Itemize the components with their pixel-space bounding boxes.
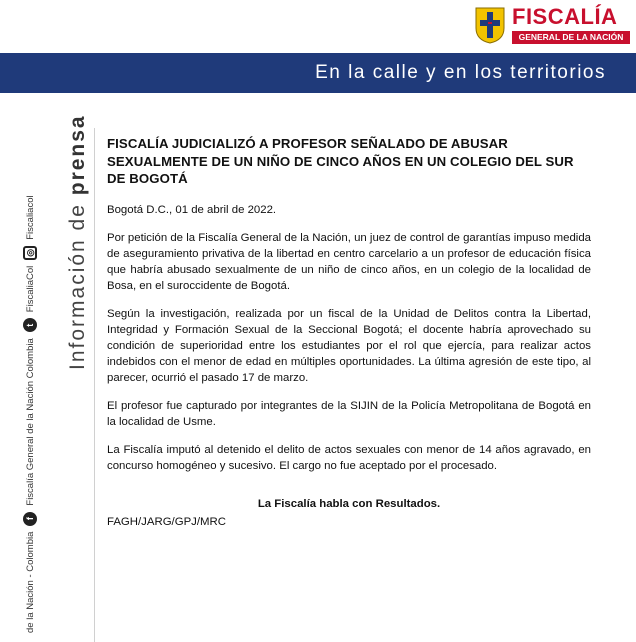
prensa-label-light: Información de — [66, 195, 89, 370]
sidebar-text-facebook: Fiscalía General de la Nación Colombia — [24, 338, 36, 506]
shield-icon — [474, 6, 506, 44]
twitter-icon[interactable]: t — [23, 318, 37, 332]
sidebar-divider — [94, 128, 95, 642]
prensa-label — [66, 114, 90, 370]
facebook-icon[interactable]: f — [23, 512, 37, 526]
social-sidebar — [0, 120, 42, 642]
dateline: Bogotá D.C., 01 de abril de 2022. — [107, 203, 277, 216]
prensa-label-bold: prensa — [66, 114, 89, 196]
press-release — [107, 135, 591, 528]
paragraph-2: Según la investigación, realizada por un fiscal de la Unidad de Delitos contra la Libertad, Integridad y Formación Sexual de la Seccional Bogotá; el docente habría aprovechado su condición de superioridad entre los estudiantes por el rol que ejercía, para realizar actos indebidos con el menor de edad en múltiples oportunidades. La última agresión de este tipo, al parecer, ocurrió el pasado 17 de marzo. — [107, 307, 591, 384]
banner-slogan: En la calle y en los territorios — [315, 62, 606, 83]
paragraph-4: La Fiscalía imputó al detenido el delito de actos sexuales con menor de 14 años agravado, en concurso homogéneo y sucesivo. El cargo no fue aceptado por el procesado. — [107, 443, 591, 472]
closing-line: La Fiscalía habla con Resultados. — [257, 497, 441, 510]
sidebar-text-instagram: Fiscaliacol — [24, 195, 36, 240]
paragraph-3: El profesor fue capturado por integrantes de la SIJIN de la Policía Metropolitana de Bogotá en la localidad de Usme. — [107, 399, 591, 428]
logo-title: FISCALÍA — [512, 4, 618, 29]
sidebar-text-nation: de la Nación - Colombia — [24, 531, 36, 633]
prensa-label-container — [58, 114, 89, 380]
logo-subtitle: GENERAL DE LA NACIÓN — [512, 31, 630, 44]
instagram-icon[interactable]: ◎ — [23, 246, 37, 260]
header-banner — [0, 53, 636, 93]
author-initials: FAGH/JARG/GPJ/MRC — [107, 515, 226, 528]
social-vertical-strip — [21, 195, 39, 633]
paragraph-1: Por petición de la Fiscalía General de la Nación, un juez de control de garantías impuso medida de aseguramiento privativa de la libertad en centro carcelario a un profesor de educación física que habría abusado sexualmente de un niño de cinco años, en un colegio de la localidad de Bosa, en el suroccidente de Bogotá. — [107, 231, 591, 292]
fiscalia-logo — [474, 4, 634, 48]
sidebar-text-twitter: FiscaliaCol — [24, 265, 36, 313]
headline: FISCALÍA JUDICIALIZÓ A PROFESOR SEÑALADO DE ABUSAR SEXUALMENTE DE UN NIÑO DE CINCO AÑOS EN UN COLEGIO DEL SUR DE BOGOTÁ — [107, 136, 574, 186]
